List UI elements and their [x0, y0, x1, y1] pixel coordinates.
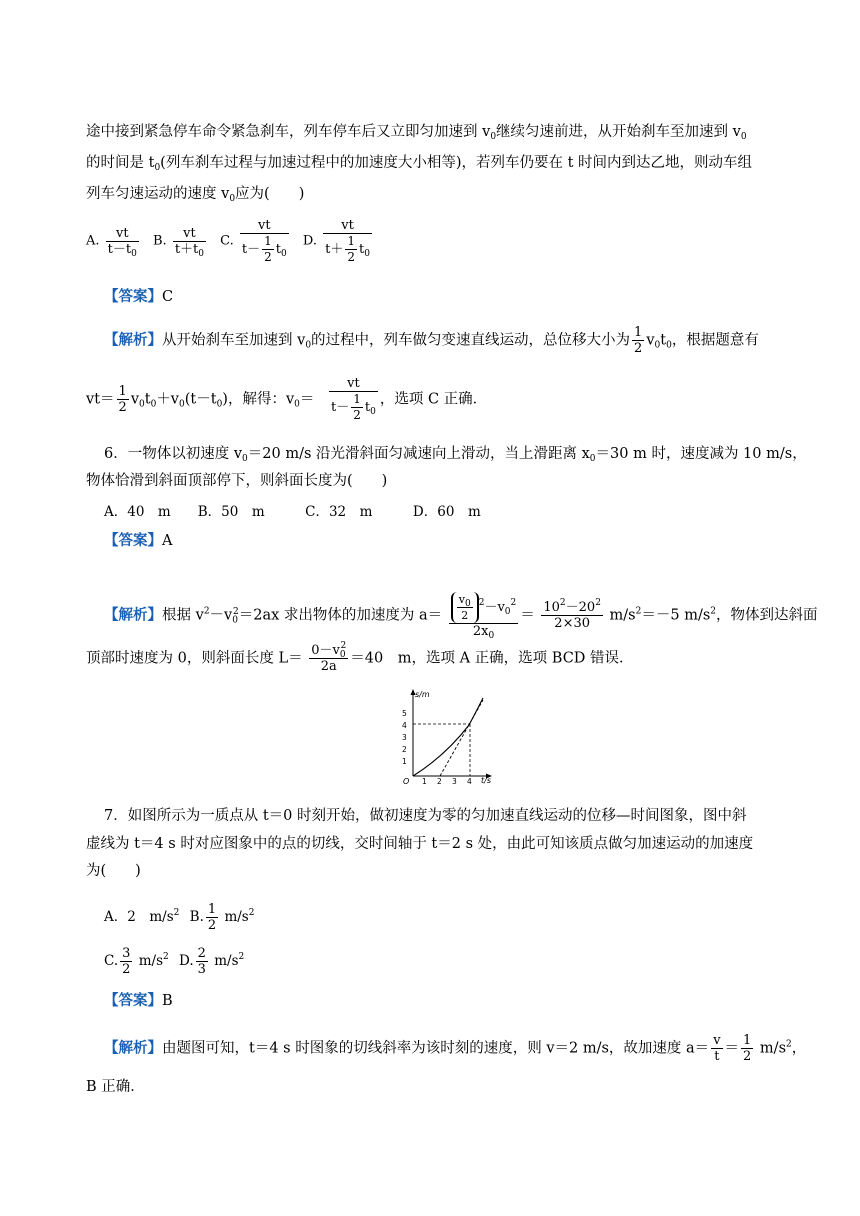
- y-tick-label: 1: [402, 757, 407, 766]
- option-text: A．2 m/s: [104, 909, 174, 925]
- den-tail: t: [275, 242, 282, 257]
- answer-value: B: [162, 993, 173, 1009]
- answer-tag: 【答案】: [104, 532, 162, 549]
- denominator: [240, 234, 289, 265]
- numerator: vt: [329, 376, 378, 392]
- answer-tag: 【答案】: [104, 288, 162, 305]
- analysis-text: ＝2ax 求出物体的加速度为 a＝: [238, 607, 443, 624]
- option-label: D.: [179, 953, 194, 969]
- analysis-text: m/s: [604, 607, 636, 624]
- den-text: t＋: [325, 242, 344, 257]
- analysis-text: ＋v: [156, 391, 180, 408]
- q7-option-d: [179, 946, 245, 977]
- den-text: t－: [331, 400, 350, 415]
- sub: 0: [281, 249, 287, 259]
- q7-text-line2: [86, 834, 753, 854]
- y-tick-label: 3: [402, 733, 407, 742]
- numerator: vt: [240, 218, 289, 234]
- analysis-text: －v: [209, 607, 233, 624]
- q6-text-line1: [104, 444, 807, 464]
- sub: 0: [488, 631, 495, 641]
- q5-text-line2: [86, 153, 752, 173]
- sub: 0: [654, 340, 661, 351]
- q5-text-line3: [86, 184, 304, 204]
- analysis-text: ＝: [520, 607, 535, 624]
- sup: 2: [786, 1039, 792, 1050]
- sub: 0: [154, 163, 161, 173]
- sub: 0: [666, 340, 672, 351]
- den-text: 2x: [472, 624, 489, 639]
- option-label: D.: [302, 233, 317, 249]
- q7-analysis-line1: [104, 1033, 806, 1064]
- analysis-text: B 正确．: [86, 1079, 145, 1095]
- denominator: 3: [197, 962, 206, 977]
- denominator: 2: [118, 400, 127, 415]
- numerator: v: [713, 1033, 721, 1048]
- sub: 0: [339, 650, 346, 660]
- bracket: [451, 592, 479, 623]
- sub: 0: [179, 399, 185, 410]
- sub: 0: [150, 399, 157, 410]
- fraction: [120, 946, 132, 977]
- sup: 2: [595, 598, 601, 608]
- numerator: 1: [634, 325, 643, 340]
- fraction: [206, 902, 218, 933]
- numerator: 1: [118, 384, 127, 399]
- sup: 2: [635, 606, 642, 617]
- numerator: 1: [353, 392, 361, 406]
- q6-analysis-line2: [86, 643, 634, 674]
- result-fraction: [741, 1033, 753, 1064]
- q7-text-line3: [86, 861, 141, 881]
- q5-option-c: [220, 218, 291, 265]
- x-axis-label: t/s: [481, 776, 491, 785]
- x-tick-label: 4: [467, 777, 472, 786]
- option-label: C.: [220, 233, 234, 249]
- q5-text: 应为( ): [235, 186, 305, 202]
- denominator: 2: [743, 1049, 752, 1064]
- v-over-t-fraction: [711, 1033, 722, 1064]
- sub: 0: [139, 399, 145, 410]
- q7-option-b: [189, 902, 255, 933]
- q6-text: ＝30 m 时，速度减为 10 m/s，: [595, 446, 807, 462]
- q6-text: 6．一物体以初速度 v: [104, 446, 243, 462]
- num-text: 10: [543, 600, 560, 615]
- sub: 0: [364, 249, 370, 259]
- unit: m/s: [209, 953, 239, 969]
- var: v: [130, 391, 140, 408]
- sub: 0: [242, 454, 248, 464]
- q6-answer: [104, 531, 172, 551]
- analysis-text: ＝－5 m/s: [641, 607, 711, 624]
- analysis-text: 根据 v: [162, 607, 204, 624]
- var: t: [364, 400, 371, 415]
- answer-tag: 【答案】: [104, 992, 162, 1009]
- denominator: 2: [264, 250, 272, 264]
- den-text: t－: [241, 242, 261, 257]
- numerator: 2: [197, 946, 206, 961]
- analysis-tag: 【解析】: [104, 331, 162, 349]
- q5-text: 继续匀速前进，从开始刹车至加速到 v: [496, 124, 741, 140]
- numerator: vt: [323, 218, 372, 234]
- sup: 2: [238, 952, 245, 962]
- analysis-text: 顶部时速度为 0，则斜面长度 L＝: [86, 650, 303, 667]
- analysis-tag: 【解析】: [104, 1039, 162, 1057]
- sub: 0: [464, 599, 471, 609]
- analysis-text: 由题图可知，t＝4 s 时图象的切线斜率为该时刻的速度，则 v＝2 m/s，故加速度 a＝: [162, 1040, 710, 1057]
- denominator: 2: [634, 341, 643, 356]
- denominator: [329, 392, 378, 423]
- half-fraction: [262, 234, 274, 265]
- q5-option-b: [153, 226, 208, 257]
- q5-text: 的时间是 t: [86, 155, 155, 171]
- sub: 0: [198, 249, 205, 259]
- analysis-text: ，选项 C 正确．: [379, 391, 488, 408]
- fraction: [323, 218, 372, 265]
- sup: 2: [173, 908, 180, 918]
- sub: 0: [589, 454, 596, 464]
- analysis-text: ，根据题意有: [671, 332, 759, 349]
- analysis-text: (t－t: [184, 391, 217, 408]
- q5-text: (列车刹车过程与加速过程中的加速度大小相等)，若列车仍要在 t 时间内到达乙地，则动车组: [160, 155, 753, 171]
- sub: 0: [131, 249, 137, 259]
- q6-options: [104, 502, 481, 522]
- analysis-text: ＝40 m，选项 A 正确，选项 BCD 错误．: [350, 650, 634, 667]
- numerator: [541, 600, 603, 616]
- x-tick-label: 1: [422, 777, 427, 786]
- analysis-text: ＝: [299, 391, 315, 408]
- q7-option-a: [104, 909, 179, 925]
- v0-half: [457, 592, 473, 623]
- denominator: 2: [353, 408, 361, 422]
- denominator: 2: [461, 609, 469, 622]
- numerator: [457, 592, 473, 608]
- q7-text-line1: [104, 806, 747, 826]
- half-fraction: [117, 384, 129, 415]
- var: t: [144, 391, 151, 408]
- sup: 2: [248, 908, 255, 918]
- result-fraction: [329, 376, 378, 423]
- unit: m/s: [134, 953, 163, 969]
- analysis-tag: 【解析】: [104, 606, 162, 624]
- num-text: 0－v: [311, 643, 340, 658]
- q5-text: 途中接到紧急停车命令紧急刹车，列车停车后又立即匀加速到 v: [86, 124, 491, 140]
- x-tick-label: 3: [452, 777, 457, 786]
- sup: 2: [340, 641, 347, 651]
- fraction: [240, 218, 289, 265]
- unit: m/s: [755, 1040, 787, 1057]
- q7-analysis-line2: [86, 1077, 145, 1097]
- q7-options-row2: [104, 946, 244, 977]
- sup: 2: [203, 606, 210, 617]
- q6-analysis-line1: [104, 592, 818, 639]
- den-text: t＋t: [174, 242, 199, 257]
- q6-text: ＝20 m/s 沿光滑斜面匀减速向上滑动，当上滑距离 x: [247, 446, 590, 462]
- denominator: [106, 242, 139, 257]
- var: －v: [484, 600, 505, 615]
- q6-text-line2: [86, 471, 387, 491]
- sub: 0: [232, 615, 238, 626]
- answer-value: C: [162, 289, 174, 305]
- sub: 0: [370, 407, 376, 417]
- option-label: B.: [153, 233, 167, 249]
- q5-option-d: [303, 218, 374, 265]
- q5-option-a: [86, 226, 141, 257]
- numeric-fraction: [541, 600, 603, 631]
- denominator: 2: [347, 250, 356, 264]
- y-tick-label: 5: [402, 709, 407, 718]
- y-axis: [411, 689, 416, 776]
- numerator: 1: [347, 234, 356, 248]
- analysis-text: ，物体到达斜面: [716, 607, 818, 624]
- denominator: t: [714, 1049, 720, 1064]
- denominator: 2: [122, 962, 131, 977]
- sub: 0: [216, 399, 223, 410]
- sup: 2: [478, 598, 485, 608]
- q6-text: 物体恰滑到斜面顶部停下，则斜面长度为( ): [86, 473, 388, 489]
- sup: 2: [232, 606, 239, 617]
- displacement-time-graph: [395, 686, 505, 786]
- sub: 0: [305, 340, 312, 351]
- analysis-text: ，: [791, 1040, 807, 1057]
- option-label: C.: [104, 953, 119, 969]
- x-tick-label: 2: [437, 777, 442, 786]
- q7-text: 7．如图所示为一质点从 t＝0 时刻开始，做初速度为零的匀加速直线运动的位移—时间图象，图中斜: [104, 808, 747, 824]
- den-text: t－t: [107, 242, 132, 257]
- x-ticks: [422, 777, 472, 786]
- sub: 0: [740, 132, 747, 142]
- numerator: vt: [106, 226, 139, 242]
- sup: 2: [163, 952, 169, 962]
- denominator: [323, 234, 372, 265]
- numerator: [449, 592, 519, 624]
- numerator: 1: [207, 902, 217, 917]
- y-tick-label: 4: [402, 721, 407, 730]
- displacement-curve: [413, 698, 483, 776]
- num-text: －20: [565, 600, 596, 615]
- fraction: [173, 226, 206, 257]
- analysis-text: vt＝: [86, 391, 115, 408]
- sub: 0: [504, 607, 511, 617]
- option-label: B.: [189, 909, 204, 925]
- numerator: [309, 643, 348, 659]
- origin-label: O: [403, 777, 410, 786]
- sub: 0: [229, 194, 236, 204]
- var: v: [646, 332, 655, 349]
- unit: m/s: [220, 909, 249, 925]
- q7-text: 为( ): [86, 863, 141, 879]
- sub: 0: [490, 132, 497, 142]
- analysis-text: 从开始刹车至加速到 v: [162, 332, 306, 349]
- option-label: A.: [86, 233, 100, 249]
- denominator: 2×30: [554, 616, 591, 631]
- sub: 0: [294, 399, 300, 410]
- numerator: 1: [743, 1033, 752, 1048]
- answer-value: A: [162, 533, 173, 549]
- q5-text: 列车匀速运动的速度 v: [86, 186, 230, 202]
- q5-answer: [104, 287, 173, 307]
- den-tail: t: [359, 242, 365, 257]
- var: v: [458, 593, 465, 606]
- sup: 2: [559, 598, 566, 608]
- y-tick-label: 2: [402, 745, 407, 754]
- q7-answer: [104, 991, 173, 1011]
- half-fraction: [351, 392, 363, 423]
- q5-options: [86, 218, 382, 265]
- denominator: 2a: [320, 659, 337, 674]
- q7-text: 虚线为 t＝4 s 时对应图象中的点的切线，交时间轴于 t＝2 s 处，由此可知该质点做匀加速运动的加速度: [86, 836, 754, 852]
- numerator: 1: [264, 234, 272, 248]
- y-ticks: [402, 709, 407, 766]
- denominator: [449, 624, 519, 639]
- sup: 2: [510, 598, 517, 608]
- numerator: vt: [173, 226, 206, 242]
- y-axis-label: s/m: [415, 690, 430, 699]
- var: t: [660, 332, 667, 349]
- half-fraction: [632, 325, 644, 356]
- analysis-text: ＝: [724, 1040, 740, 1057]
- analysis-text: )，解得：v: [222, 391, 295, 408]
- fraction: [106, 226, 139, 257]
- q5-analysis-line2: [86, 376, 487, 423]
- q7-option-c: [104, 946, 169, 977]
- analysis-text: 的过程中，列车做匀变速直线运动，总位移大小为: [311, 332, 631, 349]
- numerator: 3: [122, 946, 131, 961]
- denominator: 2: [207, 918, 217, 933]
- q7-options-row1: [104, 902, 254, 933]
- denominator: [173, 242, 206, 257]
- half-fraction: [345, 234, 357, 265]
- accel-fraction: [449, 592, 519, 639]
- q6-options-text: A．40 m B．50 m C．32 m D．60 m: [104, 504, 481, 520]
- fraction: [196, 946, 208, 977]
- sup: 2: [710, 606, 717, 617]
- length-fraction: [309, 643, 348, 674]
- q5-analysis-line1: [104, 325, 759, 356]
- q5-text-line1: [86, 122, 747, 142]
